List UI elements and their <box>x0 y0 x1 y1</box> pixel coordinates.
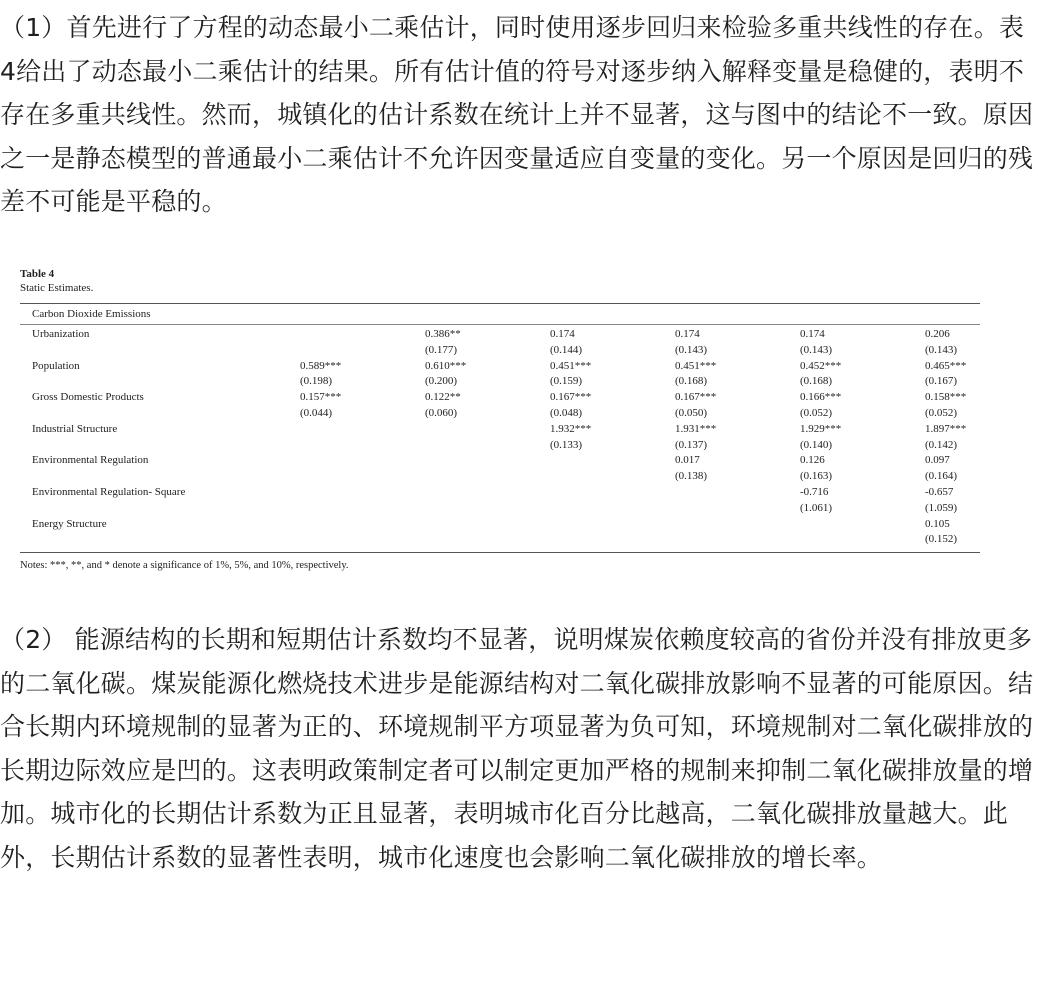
table-row-se <box>20 343 980 359</box>
coefficient-cell: 0.158*** <box>925 391 967 404</box>
variable-name: Environmental Regulation <box>32 454 149 467</box>
table-row <box>20 390 980 406</box>
coefficient-cell: 0.167*** <box>675 391 717 404</box>
standard-error-cell <box>300 501 425 517</box>
standard-error-cell <box>425 532 550 548</box>
standard-error-cell: (0.168) <box>675 375 708 388</box>
coefficient-cell: -0.657 <box>925 485 954 498</box>
standard-error-cell <box>300 438 425 454</box>
coefficient-cell: 0.451*** <box>550 359 592 372</box>
coefficient-cell: 0.166*** <box>800 391 842 404</box>
coefficient-cell: 0.157*** <box>300 391 342 404</box>
coefficient-cell <box>550 485 675 501</box>
standard-error-cell: (0.200) <box>425 375 458 388</box>
coefficient-cell: 1.929*** <box>800 422 842 435</box>
coefficient-cell: 0.167*** <box>550 391 592 404</box>
standard-error-cell: (0.168) <box>800 375 833 388</box>
table-row <box>20 453 980 469</box>
standard-error-cell <box>675 501 800 517</box>
variable-name: Industrial Structure <box>32 422 118 435</box>
table-header-rule <box>20 324 980 325</box>
standard-error-cell: (0.143) <box>675 343 708 356</box>
standard-error-cell <box>800 532 925 548</box>
coefficient-cell <box>800 517 925 533</box>
table-row <box>20 485 980 501</box>
standard-error-cell: (0.143) <box>800 343 833 356</box>
coefficient-cell <box>300 517 425 533</box>
coefficient-cell <box>675 517 800 533</box>
standard-error-cell: (0.177) <box>425 343 458 356</box>
table-row-se <box>20 532 980 548</box>
coefficient-cell <box>300 485 425 501</box>
variable-name: Energy Structure <box>32 517 107 530</box>
standard-error-cell: (0.144) <box>550 343 583 356</box>
coefficient-cell: 0.451*** <box>675 359 717 372</box>
table-notes: Notes: ***, **, and * denote a significance of 1%, 5%, and 10%, respectively. <box>20 560 349 572</box>
coefficient-cell: 0.122** <box>425 391 461 404</box>
estimates-table-body <box>20 327 980 548</box>
coefficient-cell: 0.610*** <box>425 359 467 372</box>
standard-error-cell: (0.044) <box>300 406 333 419</box>
standard-error-cell: (0.164) <box>925 470 958 483</box>
standard-error-cell: (0.050) <box>675 406 708 419</box>
coefficient-cell <box>675 485 800 501</box>
table-4-figure <box>20 268 980 573</box>
coefficient-cell: 0.589*** <box>300 359 342 372</box>
standard-error-cell <box>550 469 675 485</box>
standard-error-cell: (0.163) <box>800 470 833 483</box>
table-row <box>20 327 980 343</box>
table-row <box>20 359 980 375</box>
standard-error-cell <box>300 469 425 485</box>
standard-error-cell <box>425 469 550 485</box>
variable-name: Gross Domestic Products <box>32 391 144 404</box>
variable-name: Environmental Regulation- Square <box>32 485 186 498</box>
standard-error-cell: (0.159) <box>550 375 583 388</box>
table-caption: Static Estimates. <box>20 282 94 294</box>
standard-error-cell: (0.048) <box>550 406 583 419</box>
standard-error-cell: (0.060) <box>425 406 458 419</box>
coefficient-cell <box>300 422 425 438</box>
coefficient-cell: 1.932*** <box>550 422 592 435</box>
coefficient-cell: 0.017 <box>675 454 700 467</box>
standard-error-cell: (0.152) <box>925 533 958 546</box>
coefficient-cell: -0.716 <box>800 485 829 498</box>
paragraph-1: （1）首先进行了方程的动态最小二乘估计，同时使用逐步回归来检验多重共线性的存在。表4给出了动态最小二乘估计的结果。所有估计值的符号对逐步纳入解释变量是稳健的，表明不存在多重共线性。然而，城镇化的估计系数在统计上并不显著，这与图中的结论不一致。原因之一是静态模型的普通最小二乘估计不允许因变量适应自变量的变化。另一个原因是回归的残差不可能是平稳的。 <box>0 13 1034 216</box>
coefficient-cell: 1.931*** <box>675 422 717 435</box>
coefficient-cell <box>425 517 550 533</box>
standard-error-cell: (0.140) <box>800 438 833 451</box>
coefficient-cell: 0.206 <box>925 328 950 340</box>
standard-error-cell <box>550 501 675 517</box>
table-row <box>20 517 980 533</box>
table-label: Table 4 <box>20 268 55 280</box>
coefficient-cell <box>550 453 675 469</box>
standard-error-cell: (0.167) <box>925 375 958 388</box>
variable-name: Urbanization <box>32 328 90 340</box>
standard-error-cell: (0.142) <box>925 438 958 451</box>
standard-error-cell: (0.138) <box>675 470 708 483</box>
coefficient-cell: 0.386** <box>425 328 461 340</box>
standard-error-cell: (0.052) <box>800 406 833 419</box>
standard-error-cell <box>675 532 800 548</box>
dependent-variable-header: Carbon Dioxide Emissions <box>32 308 151 320</box>
standard-error-cell: (0.143) <box>925 343 958 356</box>
coefficient-cell: 0.097 <box>925 454 950 467</box>
coefficient-cell: 0.105 <box>925 517 950 530</box>
standard-error-cell: (1.061) <box>800 501 833 514</box>
standard-error-cell: (1.059) <box>925 501 958 514</box>
coefficient-cell: 1.897*** <box>925 422 967 435</box>
coefficient-cell <box>425 485 550 501</box>
table-row <box>20 422 980 438</box>
standard-error-cell: (0.052) <box>925 406 958 419</box>
standard-error-cell: (0.137) <box>675 438 708 451</box>
standard-error-cell <box>425 501 550 517</box>
table-row-se <box>20 501 980 517</box>
coefficient-cell: 0.174 <box>800 328 825 340</box>
table-row-se <box>20 469 980 485</box>
standard-error-cell <box>300 532 425 548</box>
standard-error-cell: (0.133) <box>550 438 583 451</box>
coefficient-cell: 0.465*** <box>925 359 967 372</box>
coefficient-cell <box>550 517 675 533</box>
estimates-table <box>20 327 980 548</box>
coefficient-cell <box>300 327 425 343</box>
variable-name: Population <box>32 359 80 372</box>
coefficient-cell <box>425 422 550 438</box>
coefficient-cell: 0.452*** <box>800 359 842 372</box>
table-row-se <box>20 374 980 390</box>
coefficient-cell <box>425 453 550 469</box>
standard-error-cell: (0.198) <box>300 375 333 388</box>
standard-error-cell <box>300 343 425 359</box>
standard-error-cell <box>425 438 550 454</box>
standard-error-cell <box>550 532 675 548</box>
coefficient-cell: 0.174 <box>675 328 700 340</box>
table-row-se <box>20 438 980 454</box>
paragraph-2: （2） 能源结构的长期和短期估计系数均不显著，说明煤炭依赖度较高的省份并没有排放更多的二氧化碳。煤炭能源化燃烧技术进步是能源结构对二氧化碳排放影响不显著的可能原因。结合长期内环境规制的显著为正的、环境规制平方项显著为负可知，环境规制对二氧化碳排放的长期边际效应是凹的。这表明政策制定者可以制定更加严格的规制来抑制二氧化碳排放量的增加。城市化的长期估计系数为正且显著，表明城市化百分比越高，二氧化碳排放量越大。此外，长期估计系数的显著性表明，城市化速度也会影响二氧化碳排放的增长率。 <box>0 625 1034 872</box>
table-row-se <box>20 406 980 422</box>
table-bottom-rule <box>20 552 980 553</box>
coefficient-cell: 0.174 <box>550 328 575 340</box>
coefficient-cell: 0.126 <box>800 454 825 467</box>
coefficient-cell <box>300 453 425 469</box>
